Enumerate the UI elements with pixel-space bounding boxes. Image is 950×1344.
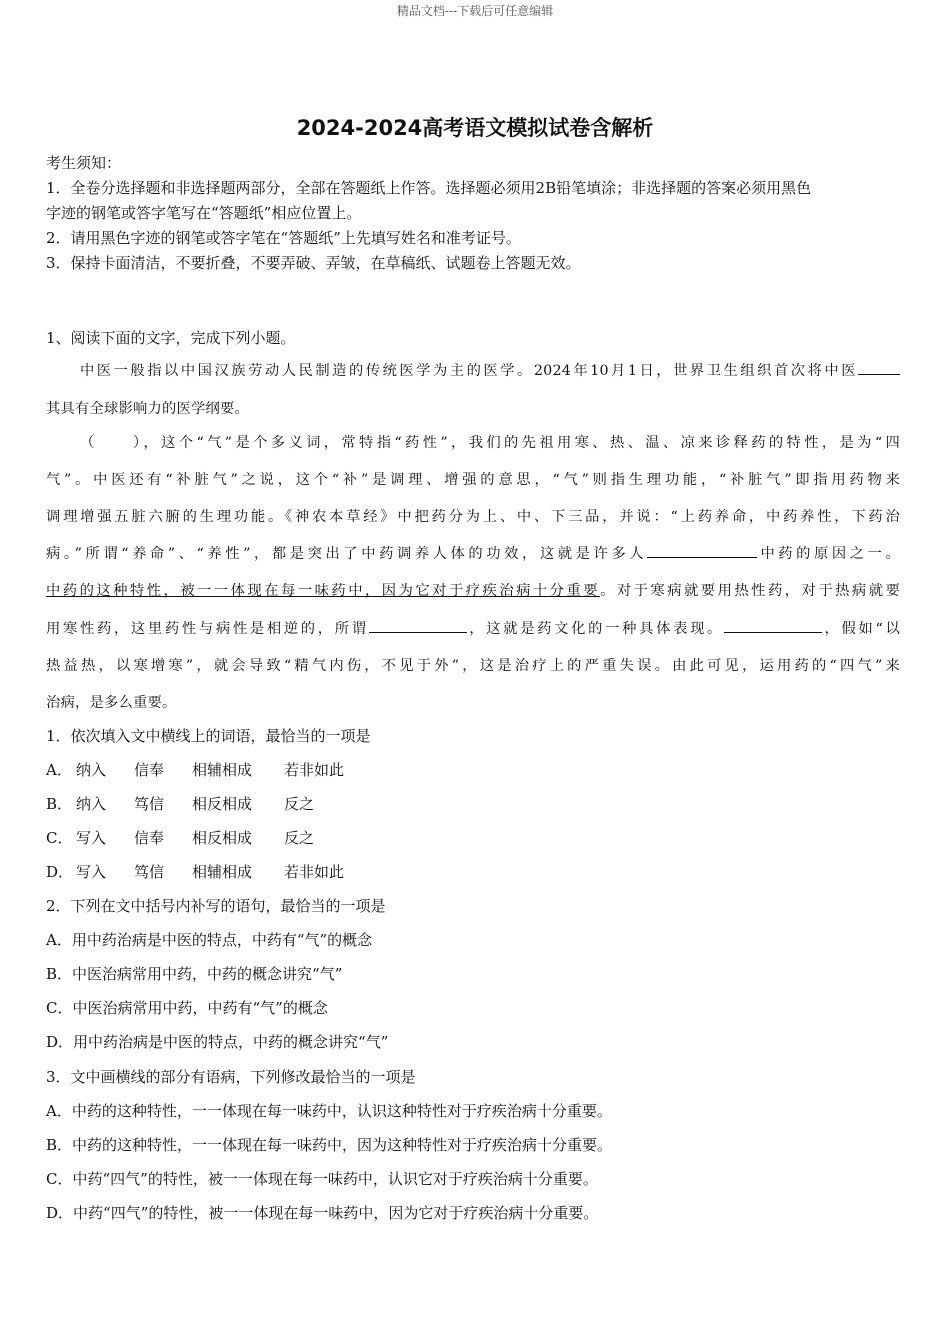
option-word: 纳入 bbox=[76, 761, 107, 779]
option-text: 中药的这种特性，一一体现在每一味药中，认识这种特性对于疗疾治病十分重要。 bbox=[71, 1102, 612, 1120]
option-label: C． bbox=[46, 999, 73, 1017]
option-label: B． bbox=[46, 795, 73, 813]
option-d[interactable] bbox=[46, 1031, 388, 1052]
notice-heading: 考生须知： bbox=[46, 154, 122, 172]
passage-line: 热益热，以寒增寒”，就会导致“精气内伤，不见于外”，这是治疗上的严重失误。由此可见，运用药的“四气”来 bbox=[46, 658, 900, 674]
underlined-sentence: 中药的这种特性，被一一体现在每一味药中，因为它对于疗疾治病十分重要 bbox=[46, 583, 601, 599]
option-word: 笃信 bbox=[134, 795, 165, 813]
notice-item: 2．请用黑色字迹的钢笔或答字笔在“答题纸”上先填写姓名和准考证号。 bbox=[46, 229, 521, 247]
option-b[interactable] bbox=[46, 793, 314, 814]
passage-line: 调理增强五脏六腑的生理功能。《神农本草经》中把药分为上、中、下三品，并说：“上药养命，中药养性，下药治 bbox=[46, 509, 900, 525]
passage-line bbox=[46, 618, 900, 638]
option-text: 中医治病常用中药，中药的概念讲究“气” bbox=[72, 965, 343, 983]
passage-line: 其具有全球影响力的医学纲要。 bbox=[46, 401, 249, 417]
option-word: 笃信 bbox=[134, 863, 165, 881]
question-stem: 1．依次填入文中横线上的词语，最恰当的一项是 bbox=[46, 727, 371, 745]
option-word: 纳入 bbox=[76, 795, 107, 813]
option-label: A． bbox=[46, 1102, 72, 1120]
option-a[interactable] bbox=[46, 929, 372, 950]
option-text: 中药“四气”的特性，被一一体现在每一味药中，认识它对于疗疾治病十分重要。 bbox=[72, 1170, 598, 1188]
option-d[interactable] bbox=[46, 1202, 598, 1223]
option-word: 信奉 bbox=[134, 761, 165, 779]
question-stem: 3．文中画横线的部分有语病，下列修改最恰当的一项是 bbox=[46, 1068, 416, 1086]
option-word: 相辅相成 bbox=[192, 863, 253, 881]
page-header: 精品文档---下载后可任意编辑 bbox=[396, 4, 554, 18]
option-word: 写入 bbox=[76, 863, 107, 881]
passage-text: ，这就是药文化的一种具体表现。 bbox=[466, 621, 725, 637]
option-label: C． bbox=[46, 829, 73, 847]
question-intro: 1、阅读下面的文字，完成下列小题。 bbox=[46, 329, 296, 347]
passage-line bbox=[80, 360, 900, 380]
option-c[interactable] bbox=[46, 1168, 598, 1189]
option-label: B． bbox=[46, 965, 73, 983]
passage-text: 。对于寒病就要用热性药，对于热病就要 bbox=[600, 583, 900, 599]
passage-line bbox=[46, 580, 900, 600]
option-word: 信奉 bbox=[134, 829, 165, 847]
fill-blank bbox=[858, 360, 900, 375]
option-d[interactable] bbox=[46, 861, 344, 882]
option-b[interactable] bbox=[46, 963, 342, 984]
question-stem: 2．下列在文中括号内补写的语句，最恰当的一项是 bbox=[46, 897, 386, 915]
notice-item: 字迹的钢笔或答字笔写在“答题纸”相应位置上。 bbox=[46, 204, 362, 222]
option-c[interactable] bbox=[46, 997, 328, 1018]
option-word: 反之 bbox=[284, 795, 315, 813]
page-title: 2024-2024高考语文模拟试卷含解析 bbox=[296, 116, 654, 140]
passage-text: 用寒性药，这里药性与病性是相逆的，所谓 bbox=[46, 621, 369, 637]
fill-blank bbox=[647, 543, 757, 558]
option-text: 用中药治病是中医的特点，中药有“气”的概念 bbox=[71, 931, 373, 949]
fill-blank bbox=[369, 618, 467, 633]
option-word: 写入 bbox=[76, 829, 107, 847]
option-label: D． bbox=[46, 863, 74, 881]
passage-text: 中药的原因之一。 bbox=[757, 546, 901, 562]
option-word: 若非如此 bbox=[284, 863, 345, 881]
option-text: 用中药治病是中医的特点，中药的概念讲究“气” bbox=[73, 1033, 389, 1051]
option-text: 中医治病常用中药，中药有“气”的概念 bbox=[72, 999, 328, 1017]
option-word: 若非如此 bbox=[284, 761, 345, 779]
option-label: A． bbox=[46, 931, 72, 949]
option-a[interactable] bbox=[46, 759, 344, 780]
option-c[interactable] bbox=[46, 827, 314, 848]
passage-line bbox=[46, 543, 900, 563]
option-a[interactable] bbox=[46, 1100, 612, 1121]
option-word: 反之 bbox=[284, 829, 315, 847]
passage-line: 气”。中医还有“补脏气”之说，这个“补”是调理、增强的意思，“气”则指生理功能，“补脏气”即指用药物来 bbox=[46, 472, 900, 488]
option-b[interactable] bbox=[46, 1134, 612, 1155]
notice-item: 1．全卷分选择题和非选择题两部分，全部在答题纸上作答。选择题必须用2B铅笔填涂；非选择题的答案必须用黑色 bbox=[46, 179, 812, 197]
fill-blank bbox=[724, 618, 822, 633]
passage-line: 治病，是多么重要。 bbox=[46, 695, 177, 711]
passage-text: ，假如“以 bbox=[822, 621, 900, 637]
passage-text: 病。”所谓“养命”、“养性”，都是突出了中药调养人体的功效，这就是许多人 bbox=[46, 546, 648, 562]
option-word: 相反相成 bbox=[192, 829, 253, 847]
option-label: D． bbox=[46, 1204, 74, 1222]
option-label: B． bbox=[46, 1136, 73, 1154]
option-word: 相辅相成 bbox=[192, 761, 253, 779]
option-text: 中药的这种特性，一一体现在每一味药中，因为这种特性对于疗疾治病十分重要。 bbox=[72, 1136, 613, 1154]
passage-line: （ ），这个“气”是个多义词，常特指“药性”，我们的先祖用寒、热、温、凉来诊释药的特性，是为“四 bbox=[80, 435, 900, 451]
notice-item: 3．保持卡面清洁，不要折叠，不要弄破、弄皱，在草稿纸、试题卷上答题无效。 bbox=[46, 254, 581, 272]
passage-text: 中医一般指以中国汉族劳动人民制造的传统医学为主的医学。2024年10月1日，世界卫生组织首次将中医 bbox=[80, 363, 858, 379]
option-label: D． bbox=[46, 1033, 74, 1051]
option-text: 中药“四气”的特性，被一一体现在每一味药中，因为它对于疗疾治病十分重要。 bbox=[73, 1204, 599, 1222]
option-label: C． bbox=[46, 1170, 73, 1188]
option-label: A． bbox=[46, 761, 72, 779]
option-word: 相反相成 bbox=[192, 795, 253, 813]
